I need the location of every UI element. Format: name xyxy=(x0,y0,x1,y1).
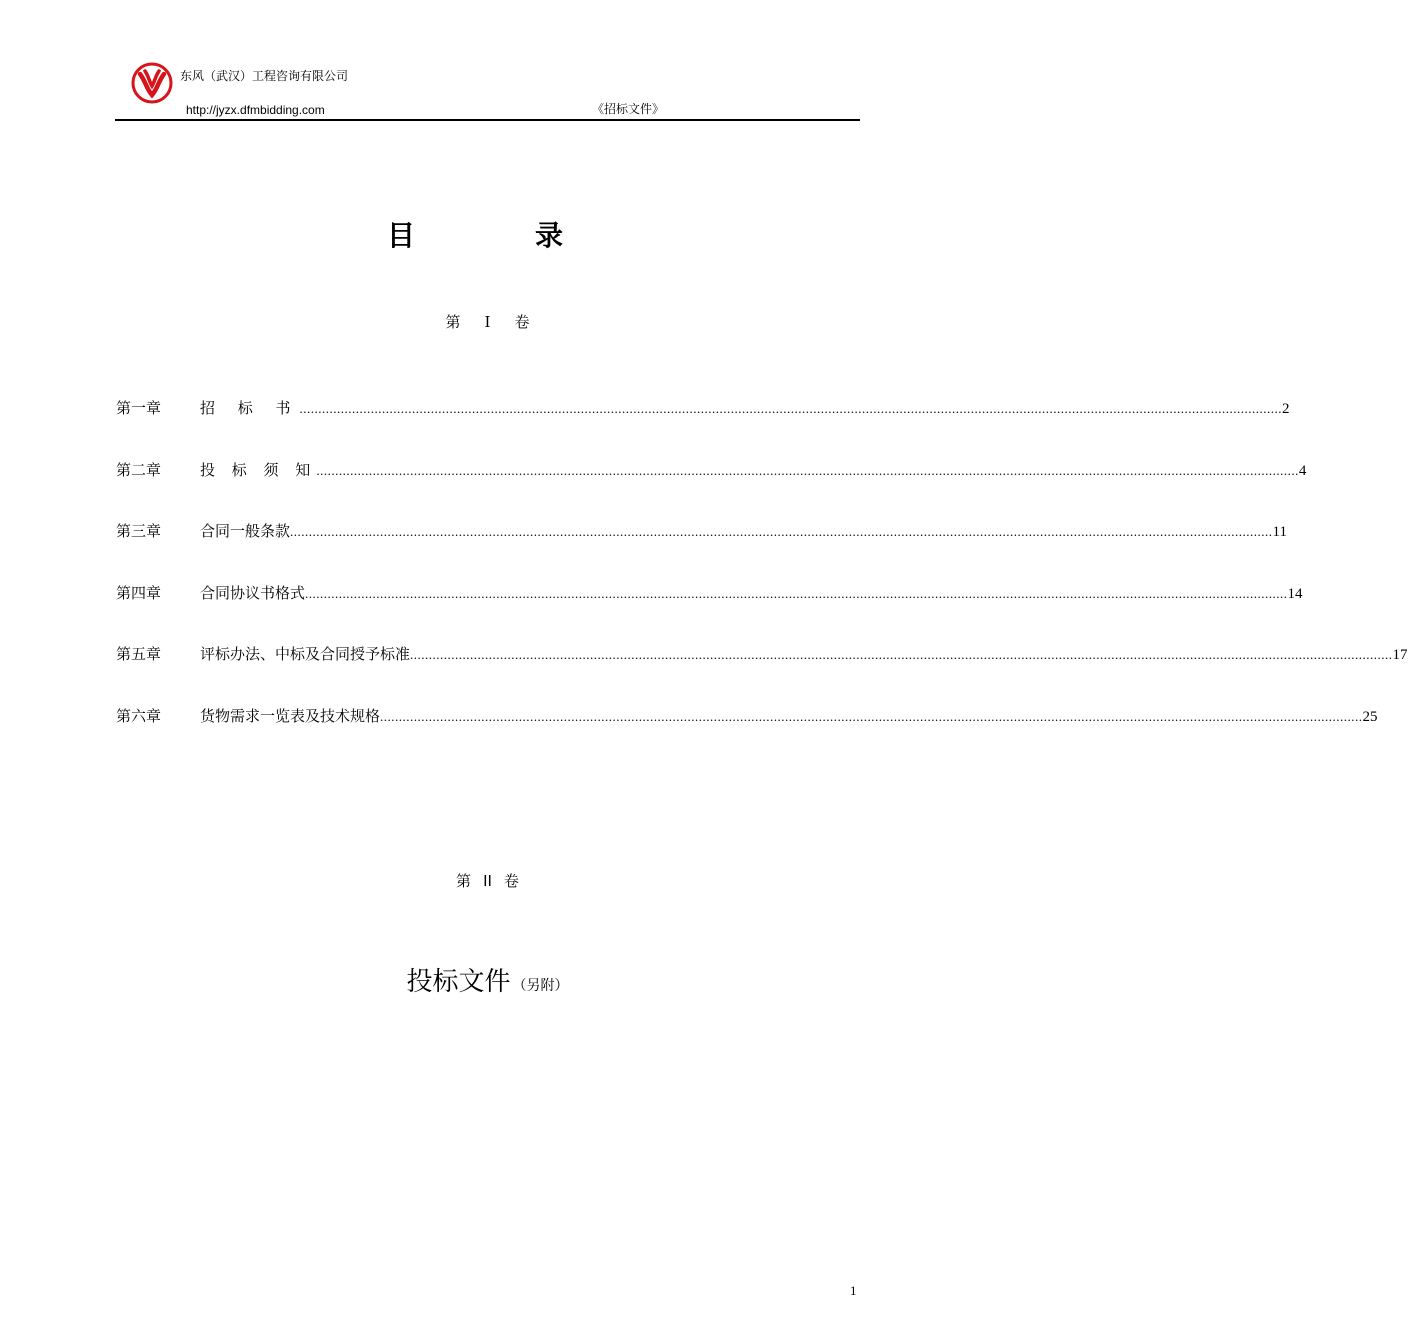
toc-entry-chapter: 第五章 xyxy=(116,645,162,663)
toc-entry-title: 合同协议书格式 xyxy=(200,583,306,602)
toc-dot-leader: ...................................................................................................................................................................................................................................................................... xyxy=(290,524,1273,539)
toc-list xyxy=(116,396,1408,765)
toc-entry-title: 货物需求一览表及技术规格 xyxy=(200,706,381,725)
toc-entry-chapter: 第四章 xyxy=(116,583,162,602)
toc-entry[interactable] xyxy=(116,396,1290,458)
volume-2-prefix: 第 xyxy=(456,872,472,890)
toc-dot-leader: ...................................................................................................................................................................................................................................................................... xyxy=(305,585,1288,601)
toc-entry-page: 2 xyxy=(1282,401,1290,417)
toc-entry-chapter: 第六章 xyxy=(116,706,162,725)
toc-heading xyxy=(0,216,950,256)
document-title: 《招标文件》 xyxy=(592,102,665,116)
bid-documents-heading xyxy=(0,962,975,1006)
company-logo-icon xyxy=(131,62,173,104)
toc-dot-leader: ...................................................................................................................................................................................................................................................................... xyxy=(380,708,1363,724)
toc-entry[interactable] xyxy=(116,581,1303,643)
volume-2-numeral: II xyxy=(483,872,492,890)
page-number: 1 xyxy=(850,1283,857,1298)
toc-dot-leader: ...................................................................................................................................................................................................................................................................... xyxy=(299,401,1283,416)
volume-1-prefix: 第 xyxy=(445,313,461,331)
toc-entry-title: 招 标 书 xyxy=(200,399,300,417)
toc-entry-chapter: 第三章 xyxy=(116,522,162,540)
toc-entry-title: 评标办法、中标及合同授予标准 xyxy=(200,645,411,663)
toc-entry[interactable] xyxy=(116,519,1287,581)
toc-entry[interactable] xyxy=(116,642,1408,704)
toc-entry[interactable] xyxy=(116,704,1378,766)
volume-2-suffix: 卷 xyxy=(503,872,519,890)
toc-entry-page: 4 xyxy=(1298,462,1307,479)
header-divider xyxy=(115,119,860,121)
bid-documents-note: （另附） xyxy=(512,978,569,994)
volume-1-label xyxy=(0,311,975,333)
toc-entry[interactable] xyxy=(116,458,1307,520)
toc-heading-left: 目 xyxy=(386,219,415,252)
toc-entry-chapter: 第二章 xyxy=(116,460,162,479)
toc-heading-right: 录 xyxy=(535,219,564,252)
bid-documents-title: 投标文件 xyxy=(406,967,511,997)
volume-1-numeral: I xyxy=(484,313,491,331)
toc-entry-page: 25 xyxy=(1362,708,1378,725)
toc-entry-page: 14 xyxy=(1287,585,1303,602)
company-url[interactable]: http://jyzx.dfmbidding.com xyxy=(186,103,325,117)
toc-entry-title: 合同一般条款 xyxy=(200,522,291,540)
toc-dot-leader: ...................................................................................................................................................................................................................................................................... xyxy=(316,462,1299,478)
volume-1-suffix: 卷 xyxy=(514,313,530,331)
volume-2-label xyxy=(0,870,975,892)
toc-entry-page: 17 xyxy=(1392,647,1408,663)
toc-entry-title: 投 标 须 知 xyxy=(200,460,317,479)
toc-entry-chapter: 第一章 xyxy=(116,399,162,417)
toc-entry-page: 11 xyxy=(1272,524,1287,540)
toc-dot-leader: ...................................................................................................................................................................................................................................................................... xyxy=(410,647,1393,662)
company-name: 东风（武汉）工程咨询有限公司 xyxy=(180,69,349,83)
